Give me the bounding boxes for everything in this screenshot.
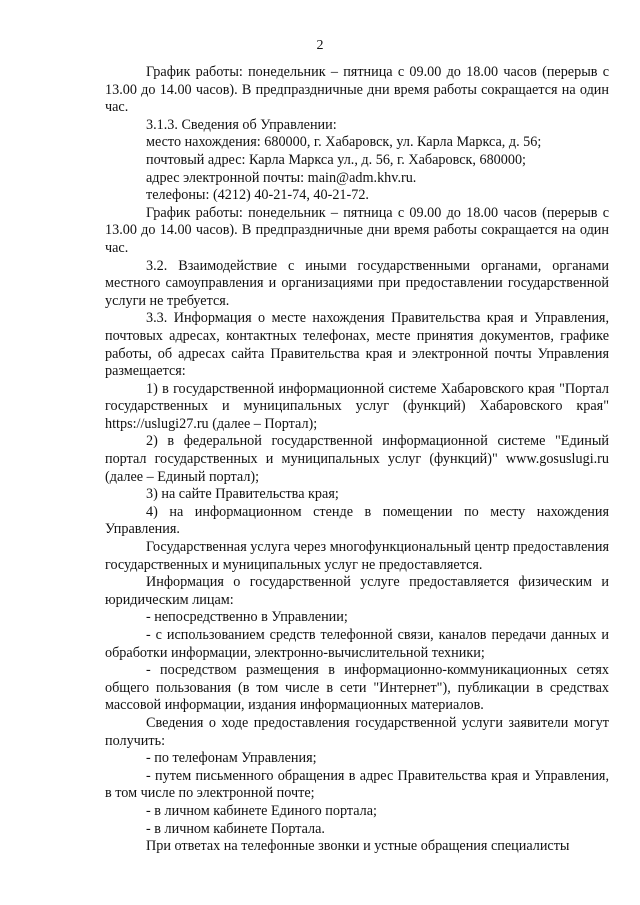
paragraph-location: место нахождения: 680000, г. Хабаровск, ул. Карла Маркса, д. 56; [146, 134, 542, 151]
paragraph-postal-address: почтовый адрес: Карла Маркса ул., д. 56, г. Хабаровск, 680000; [146, 151, 526, 168]
paragraph-email: адрес электронной почты: main@adm.khv.ru. [146, 169, 417, 186]
list-item-regional-portal: 1) в государственной информационной системе Хабаровского края "Портал государственных и муниципальных услуг (функций) Хабаровского края" https://uslugi27.ru (далее – Портал); [105, 380, 609, 432]
list-item-by-phone: - по телефонам Управления; [146, 750, 317, 767]
paragraph-mfc: Государственная услуга через многофункциональный центр предоставления государственных и муниципальных услуг не предоставляется. [105, 539, 609, 573]
paragraph-work-schedule-1: График работы: понедельник – пятница с 09.00 до 18.00 часов (перерыв с 13.00 до 14.00 часов). В предпраздничные дни время работы сокращается на один час. [105, 64, 609, 116]
list-item-unified-portal-cabinet: - в личном кабинете Единого портала; [146, 802, 377, 819]
paragraph-section-3-1-3-heading: 3.1.3. Сведения об Управлении: [146, 116, 337, 133]
list-item-info-stand: 4) на информационном стенде в помещении по месту нахождения Управления. [105, 503, 609, 538]
paragraph-work-schedule-2: График работы: понедельник – пятница с 09.00 до 18.00 часов (перерыв с 13.00 до 14.00 часов). В предпраздничные дни время работы сокращается на один час. [105, 204, 609, 256]
paragraph-phones: телефоны: (4212) 40-21-74, 40-21-72. [146, 187, 369, 204]
list-item-written-request: - путем письменного обращения в адрес Правительства края и Управления, в том числе по электронной почте; [105, 767, 609, 802]
paragraph-phone-calls: При ответах на телефонные звонки и устные обращения специалисты [146, 838, 570, 855]
page-number: 2 [316, 38, 324, 53]
list-item-networks: - посредством размещения в информационно-коммуникационных сетях общего пользования (в том числе в сети "Интернет"), публикации в средствах массовой информации, издания информационных материалов. [105, 662, 609, 714]
list-item-directly: - непосредственно в Управлении; [146, 609, 348, 626]
paragraph-section-3-3: 3.3. Информация о месте нахождения Правительства края и Управления, почтовых адресах, контактных телефонах, месте принятия документов, графике работы, об адресах сайта Правительства края и электронной почты Управления размещается: [105, 310, 609, 380]
paragraph-section-3-2: 3.2. Взаимодействие с иными государственными органами, органами местного самоуправления и организациями при предоставлении государственной услуги не требуется. [105, 257, 609, 309]
list-item-portal-cabinet: - в личном кабинете Портала. [146, 820, 325, 837]
list-item-government-site: 3) на сайте Правительства края; [146, 486, 339, 503]
list-item-telephone: - с использованием средств телефонной связи, каналов передачи данных и обработки информации, электронно-вычислительной техники; [105, 627, 609, 661]
paragraph-info-provided: Информация о государственной услуге предоставляется физическим и юридическим лицам: [105, 574, 609, 608]
list-item-federal-portal: 2) в федеральной государственной информационной системе "Единый портал государственных и муниципальных услуг (функций)" www.gosuslugi.ru (далее – Единый портал); [105, 433, 609, 485]
document-body [105, 64, 609, 856]
paragraph-progress-info: Сведения о ходе предоставления государственной услуги заявители могут получить: [105, 714, 609, 749]
